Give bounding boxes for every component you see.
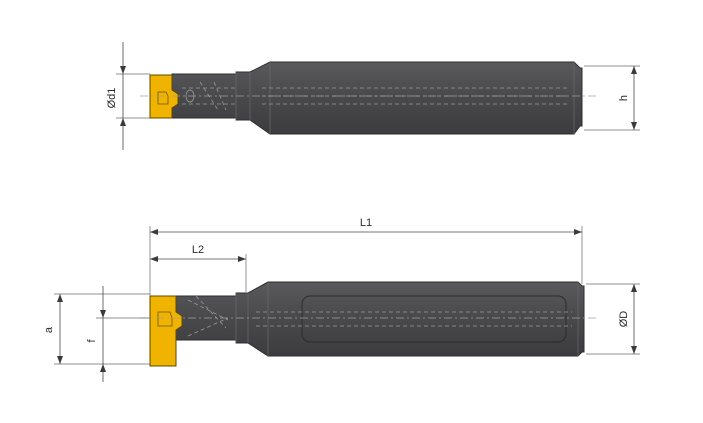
label-a: a	[43, 326, 55, 334]
bottom-tool-body	[176, 282, 584, 356]
label-L2: L2	[191, 244, 205, 256]
label-h: h	[618, 94, 630, 102]
label-d1: Ød1	[106, 87, 118, 109]
top-tool-body	[172, 62, 582, 134]
label-D: ØD	[618, 310, 630, 328]
top-view	[106, 42, 640, 150]
label-f: f	[86, 339, 98, 343]
bottom-view	[43, 217, 640, 382]
label-L1: L1	[359, 217, 373, 229]
